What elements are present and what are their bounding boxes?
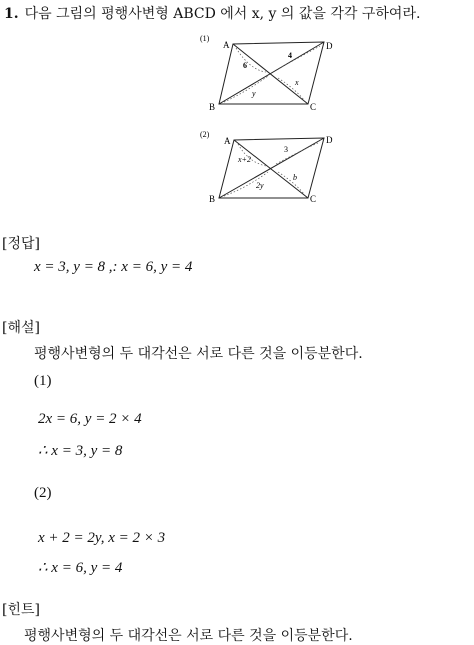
- figure-2-label: (2): [200, 130, 210, 139]
- label-right: b: [293, 173, 297, 182]
- label-left: 6: [243, 61, 247, 70]
- label-upper-left: x+2: [238, 155, 251, 164]
- answer-header: [정답]: [2, 236, 40, 252]
- part-1-label: (1): [34, 373, 52, 389]
- answer-line: x = 3, y = 8 ,: x = 6, y = 4: [34, 259, 193, 275]
- label-top: 3: [284, 145, 288, 154]
- part-1-eq1: 2x = 6, y = 2 × 4: [38, 411, 142, 427]
- question-text: 다음 그림의 평행사변형 ABCD 에서 x, y 의 값을 각각 구하여라.: [24, 6, 421, 22]
- point-a: A: [223, 40, 230, 50]
- figure-1-parallelogram: [198, 30, 338, 112]
- brace-right: [278, 78, 304, 100]
- explanation-intro: 평행사변형의 두 대각선은 서로 다른 것을 이등분한다.: [34, 346, 363, 362]
- diagonal-bd: [219, 138, 324, 198]
- brace-left: [236, 48, 266, 72]
- question-number: 1.: [4, 6, 19, 22]
- brace-lower: [224, 76, 268, 102]
- point-b: B: [209, 102, 216, 112]
- hint-text: 평행사변형의 두 대각선은 서로 다른 것을 이등분한다.: [24, 628, 353, 644]
- point-b: B: [209, 194, 216, 204]
- point-d: D: [326, 135, 333, 145]
- part-2-eq2: ∴ x = 6, y = 4: [38, 560, 123, 576]
- point-c: C: [310, 194, 317, 204]
- part-2-eq1: x + 2 = 2y, x = 2 × 3: [38, 530, 166, 546]
- point-a: A: [224, 136, 231, 146]
- brace-top: [276, 46, 320, 70]
- explanation-header: [해설]: [2, 320, 40, 336]
- point-d: D: [326, 41, 333, 51]
- label-lower: 2y: [256, 181, 264, 190]
- figure-2-parallelogram: [198, 126, 338, 208]
- point-c: C: [310, 102, 317, 112]
- label-right: x: [295, 78, 299, 87]
- diagonal-bd: [219, 42, 324, 104]
- figure-1-label: (1): [200, 34, 210, 43]
- hint-header: [힌트]: [2, 602, 40, 618]
- brace-right: [278, 172, 304, 194]
- part-1-eq2: ∴ x = 3, y = 8: [38, 443, 123, 459]
- label-lower: y: [252, 89, 256, 98]
- question: [4, 3, 420, 23]
- part-2-label: (2): [34, 485, 52, 501]
- diagonal-ac: [234, 140, 308, 198]
- label-top: 4: [288, 51, 292, 60]
